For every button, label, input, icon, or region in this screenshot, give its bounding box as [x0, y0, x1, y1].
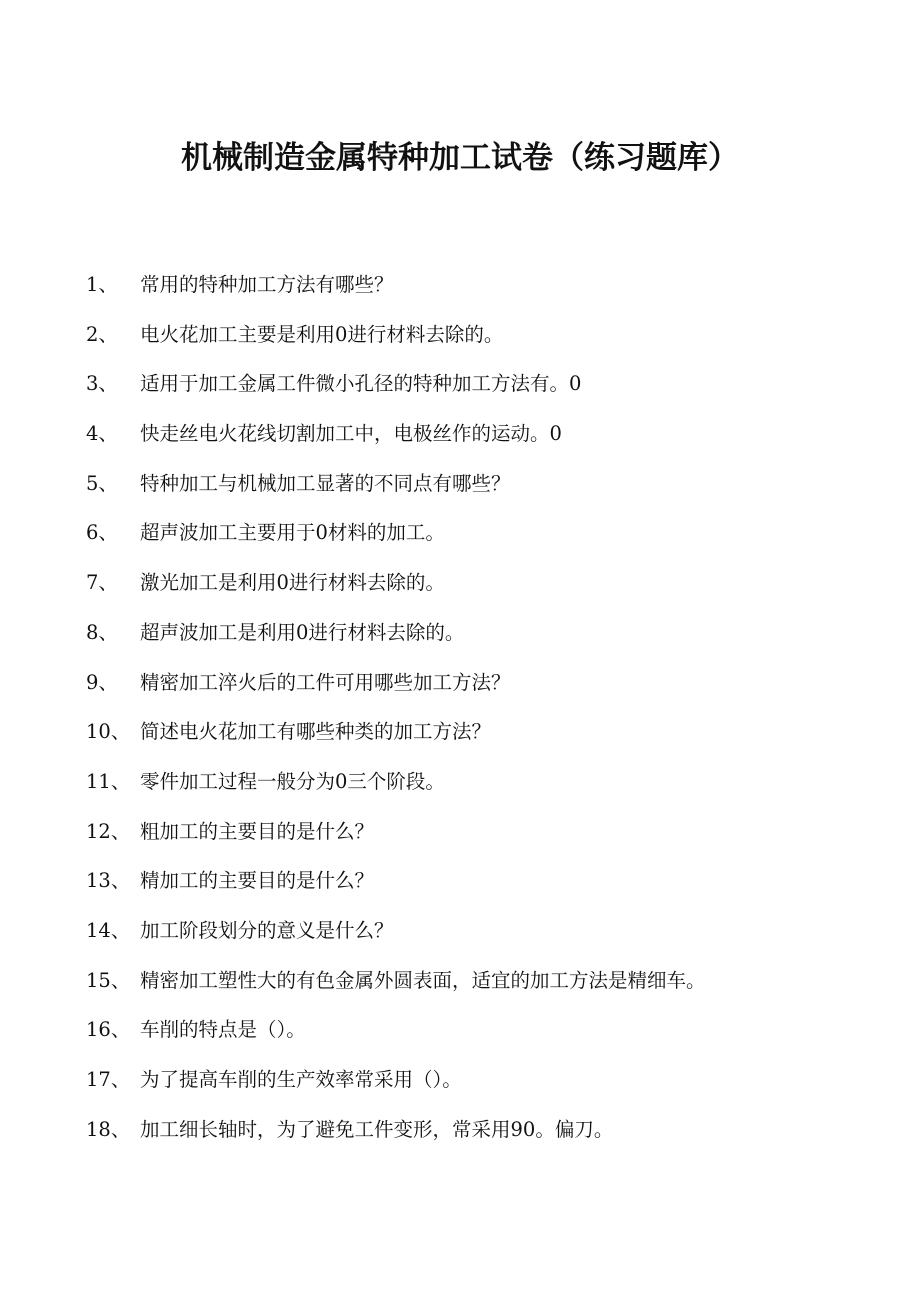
question-text: 常用的特种加工方法有哪些？ — [140, 273, 394, 296]
question-text: 粗加工的主要目的是什么？ — [140, 819, 375, 843]
question-number: 8、 — [86, 620, 118, 644]
question-text: 加工阶段划分的意义是什么？ — [140, 918, 394, 942]
question-text: 精密加工塑性大的有色金属外圆表面，适宜的加工方法是精细车。 — [140, 968, 706, 992]
question-number: 17、 — [86, 1068, 131, 1091]
question-text: 适用于加工金属工件微小孔径的特种加工方法有。0 — [140, 372, 582, 396]
question-text: 零件加工过程一般分为0三个阶段。 — [140, 769, 445, 793]
question-item — [86, 359, 706, 409]
question-text: 快走丝电火花线切割加工中，电极丝作的运动。0 — [140, 422, 562, 446]
question-number: 11、 — [86, 769, 131, 793]
question-text: 车削的特点是（）。 — [140, 1018, 306, 1042]
question-number: 2、 — [86, 322, 118, 346]
question-item — [86, 558, 706, 608]
question-item — [86, 508, 706, 558]
question-text: 特种加工与机械加工显著的不同点有哪些？ — [140, 471, 511, 495]
question-item — [86, 459, 706, 509]
question-number: 18、 — [86, 1117, 131, 1141]
question-item — [86, 856, 706, 906]
question-list — [86, 260, 706, 1154]
document-title: 机械制造金属特种加工试卷（练习题库） — [181, 140, 739, 176]
question-text: 超声波加工是利用0进行材料去除的。 — [140, 620, 465, 644]
question-item — [86, 608, 706, 658]
question-number: 5、 — [86, 471, 118, 495]
question-item — [86, 658, 706, 708]
question-text: 精密加工淬火后的工件可用哪些加工方法？ — [140, 670, 511, 694]
question-number: 14、 — [86, 918, 131, 942]
question-number: 10、 — [86, 720, 131, 744]
question-item — [86, 409, 706, 459]
question-item — [86, 757, 706, 807]
question-text: 电火花加工主要是利用0进行材料去除的。 — [140, 322, 504, 346]
question-item — [86, 1055, 706, 1105]
question-number: 9、 — [86, 670, 118, 694]
question-number: 1、 — [86, 273, 118, 296]
question-number: 3、 — [86, 372, 118, 396]
question-number: 6、 — [86, 521, 118, 545]
question-number: 16、 — [86, 1018, 131, 1042]
question-number: 4、 — [86, 422, 118, 446]
question-item — [86, 310, 706, 360]
question-text: 激光加工是利用0进行材料去除的。 — [140, 571, 445, 595]
question-text: 简述电火花加工有哪些种类的加工方法？ — [140, 720, 492, 744]
question-item — [86, 707, 706, 757]
question-number: 15、 — [86, 968, 131, 992]
question-item — [86, 906, 706, 956]
question-text: 为了提高车削的生产效率常采用（）。 — [140, 1068, 462, 1091]
question-item — [86, 1005, 706, 1055]
question-item — [86, 807, 706, 857]
question-item — [86, 956, 706, 1006]
question-number: 12、 — [86, 819, 131, 843]
question-item — [86, 1105, 706, 1155]
question-text: 加工细长轴时，为了避免工件变形，常采用90。偏刀。 — [140, 1117, 614, 1141]
question-number: 13、 — [86, 869, 131, 893]
question-text: 精加工的主要目的是什么？ — [140, 869, 375, 893]
question-number: 7、 — [86, 571, 118, 595]
question-text: 超声波加工主要用于0材料的加工。 — [140, 521, 445, 545]
question-item — [86, 260, 706, 310]
